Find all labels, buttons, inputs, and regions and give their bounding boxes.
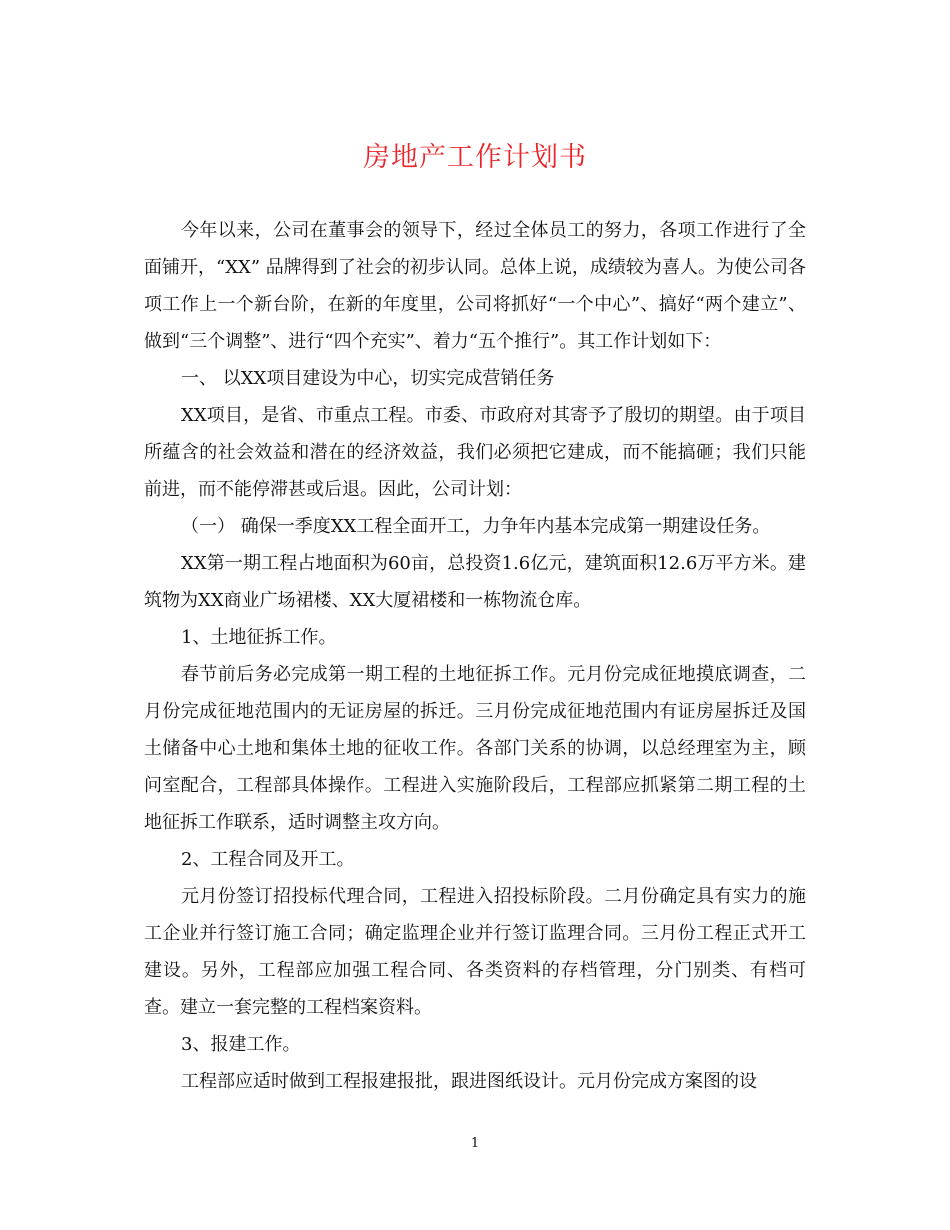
paragraph-phase-one: XX第一期工程占地面积为60亩，总投资1.6亿元，建筑面积12.6万平方米。建筑物为XX商业广场裙楼、XX大厦裙楼和一栋物流仓库。	[144, 553, 806, 611]
heading-section-1: 一、 以XX项目建设为中心，切实完成营销任务	[181, 368, 555, 389]
paragraph-land: 春节前后务必完成第一期工程的土地征拆工作。元月份完成征地摸底调查，二月份完成征地范围内的无证房屋的拆迁。三月份完成征地范围内有证房屋拆迁及国土储备中心土地和集体土地的征收工作。各部门关系的协调，以总经理室为主，顾问室配合，工程部具体操作。工程进入实施阶段后，工程部应抓紧第二期工程的土地征拆工作联系，适时调整主攻方向。	[144, 664, 806, 833]
document-title: 房地产工作计划书	[363, 142, 587, 173]
paragraph-contract: 元月份签订招投标代理合同，工程进入招投标阶段。二月份确定具有实力的施工企业并行签订施工合同；确定监理企业并行签订监理合同。三月份工程正式开工建设。另外，工程部应加强工程合同、各类资料的存档管理，分门别类、有档可查。建立一套完整的工程档案资料。	[144, 886, 806, 1018]
paragraph-project: XX项目，是省、市重点工程。市委、市政府对其寄予了殷切的期望。由于项目所蕴含的社会效益和潜在的经济效益，我们必须把它建成，而不能搞砸；我们只能前进，而不能停滞甚或后退。因此，公司计划：	[144, 405, 806, 500]
heading-subsection-1: （一） 确保一季度XX工程全面开工，力争年内基本完成第一期建设任务。	[181, 516, 771, 537]
heading-item-2: 2、工程合同及开工。	[181, 849, 355, 870]
paragraph-permit: 工程部应适时做到工程报建报批，跟进图纸设计。元月份完成方案图的设	[181, 1071, 757, 1092]
document-body	[144, 212, 806, 1100]
heading-item-1: 1、土地征拆工作。	[181, 627, 337, 648]
page-number: 1	[470, 1136, 480, 1151]
paragraph-intro: 今年以来，公司在董事会的领导下，经过全体员工的努力，各项工作进行了全面铺开，“XX” 品牌得到了社会的初步认同。总体上说，成绩较为喜人。为使公司各项工作上一个新台阶，在新的年度里，公司将抓好“一个中心”、搞好“两个建立”、做到“三个调整”、进行“四个充实”、着力“五个推行”。其工作计划如下：	[144, 220, 806, 352]
heading-item-3: 3、报建工作。	[181, 1034, 301, 1055]
